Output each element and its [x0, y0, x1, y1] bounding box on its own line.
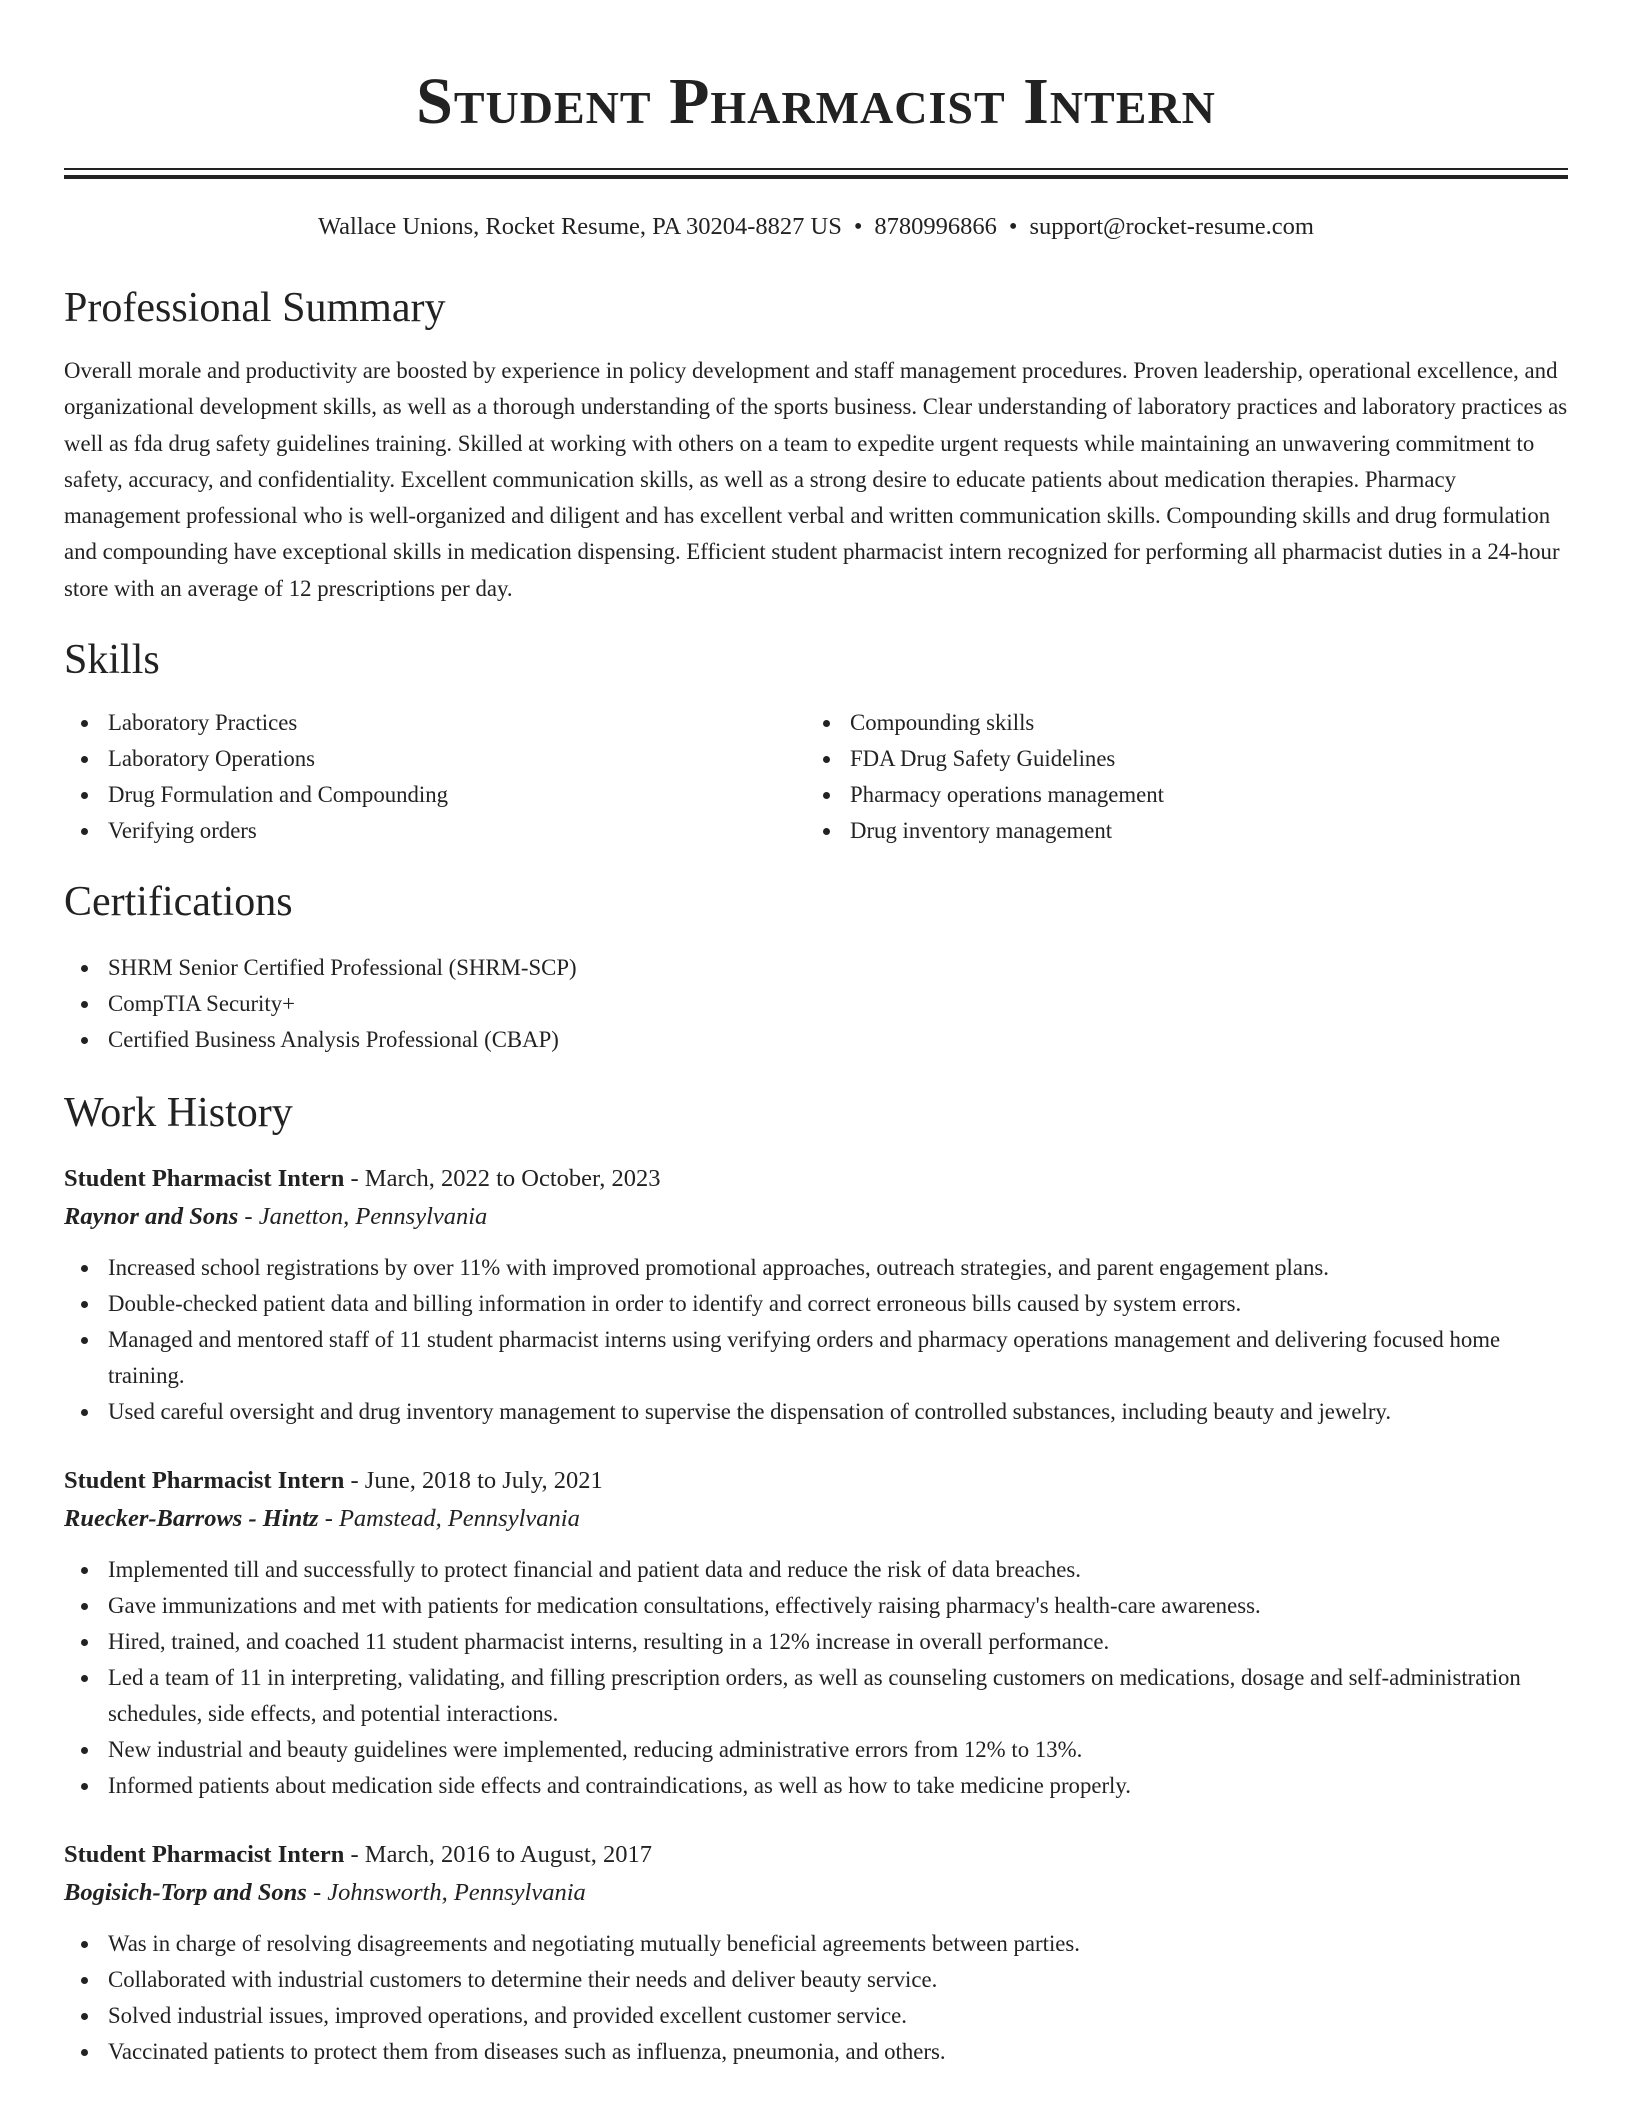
employer-name: Ruecker-Barrows - Hintz [64, 1505, 319, 1533]
job-dates: - June, 2018 to July, 2021 [344, 1467, 603, 1495]
employer-name: Bogisich-Torp and Sons [64, 1879, 307, 1907]
certification-item: Certified Business Analysis Professional (CBAP) [64, 1022, 1568, 1058]
job-entry [64, 1836, 1568, 2070]
job-title-line [64, 1160, 1568, 1198]
job-bullet: Solved industrial issues, improved operations, and provided excellent customer service. [64, 1998, 1568, 2034]
contact-phone: 8780996866 [874, 213, 997, 240]
certification-item: CompTIA Security+ [64, 986, 1568, 1022]
job-bullet: Double-checked patient data and billing information in order to identify and correct erroneous bills caused by system errors. [64, 1286, 1568, 1322]
job-bullet: Increased school registrations by over 11% with improved promotional approaches, outreach strategies, and parent engagement plans. [64, 1250, 1568, 1286]
skill-item: Verifying orders [64, 813, 806, 849]
employer-name: Raynor and Sons [64, 1203, 239, 1231]
skills-heading: Skills [64, 637, 160, 684]
job-bullets [64, 1552, 1568, 1804]
job-title: Student Pharmacist Intern [64, 1841, 345, 1869]
job-location: - Janetton, Pennsylvania [238, 1203, 488, 1231]
skill-item: Drug inventory management [806, 813, 1548, 849]
certifications-list [64, 950, 1568, 1058]
skill-item: FDA Drug Safety Guidelines [806, 741, 1548, 777]
job-bullet: New industrial and beauty guidelines were implemented, reducing administrative errors from 12% to 13%. [64, 1732, 1568, 1768]
job-bullet: Vaccinated patients to protect them from diseases such as influenza, pneumonia, and others. [64, 2034, 1568, 2070]
job-bullet: Implemented till and successfully to protect financial and patient data and reduce the risk of data breaches. [64, 1552, 1568, 1588]
employer-line [64, 1198, 1568, 1236]
job-bullet: Gave immunizations and met with patients for medication consultations, effectively raising pharmacy's health-care awareness. [64, 1588, 1568, 1624]
contact-email: support@rocket-resume.com [1029, 213, 1314, 240]
job-entry [64, 1160, 1568, 1430]
job-title: Student Pharmacist Intern [64, 1165, 345, 1193]
contact-separator: • [853, 213, 863, 240]
job-bullet: Used careful oversight and drug inventory management to supervise the dispensation of controlled substances, including beauty and jewelry. [64, 1394, 1568, 1430]
job-location: - Pamstead, Pennsylvania [318, 1505, 580, 1533]
skill-item: Laboratory Practices [64, 705, 806, 741]
contact-separator: • [1008, 213, 1018, 240]
job-bullet: Was in charge of resolving disagreements and negotiating mutually beneficial agreements between parties. [64, 1926, 1568, 1962]
summary-heading: Professional Summary [64, 285, 446, 331]
job-location: - Johnsworth, Pennsylvania [306, 1879, 586, 1907]
skill-item: Compounding skills [806, 705, 1548, 741]
job-dates: - March, 2022 to October, 2023 [344, 1165, 661, 1193]
job-title: Student Pharmacist Intern [64, 1467, 345, 1495]
employer-line [64, 1874, 1568, 1912]
job-bullet: Led a team of 11 in interpreting, validating, and filling prescription orders, as well as counseling customers on medications, dosage and self-administration schedules, side effects, and potential interactions. [64, 1660, 1568, 1732]
job-bullets [64, 1926, 1568, 2070]
job-bullet: Collaborated with industrial customers to determine their needs and deliver beauty service. [64, 1962, 1568, 1998]
skill-item: Pharmacy operations management [806, 777, 1548, 813]
job-title-line [64, 1836, 1568, 1874]
summary-text: Overall morale and productivity are boosted by experience in policy development and staff management procedures. Proven leadership, operational excellence, and organizational development skills, as well as a thorough understanding of the sports business. Clear understanding of laboratory practices and laboratory practices as well as fda drug safety guidelines training. Skilled at working with others on a team to expedite urgent requests while maintaining an unwavering commitment to safety, accuracy, and confidentiality. Excellent communication skills, as well as a strong desire to educate patients about medication therapies. Pharmacy management professional who is well-organized and diligent and has excellent verbal and written communication skills. Compounding skills and drug formulation and compounding have exceptional skills in medication dispensing. Efficient student pharmacist intern recognized for performing all pharmacist duties in a 24-hour store with an average of 12 prescriptions per day. [64, 358, 1568, 601]
job-dates: - March, 2016 to August, 2017 [344, 1841, 652, 1869]
skills-column-right [806, 705, 1548, 849]
job-bullet: Informed patients about medication side effects and contraindications, as well as how to take medicine properly. [64, 1768, 1568, 1804]
job-entry [64, 1462, 1568, 1804]
certifications-heading: Certifications [64, 879, 293, 926]
contact-address: Wallace Unions, Rocket Resume, PA 30204-8827 US [318, 213, 842, 240]
work-history-heading: Work History [64, 1090, 293, 1137]
job-bullet: Managed and mentored staff of 11 student pharmacist interns using verifying orders and pharmacy operations management and delivering focused home training. [64, 1322, 1568, 1394]
skill-item: Laboratory Operations [64, 741, 806, 777]
contact-line [64, 211, 1568, 243]
title-divider [64, 168, 1568, 179]
certification-item: SHRM Senior Certified Professional (SHRM-SCP) [64, 950, 1568, 986]
page-title: Student Pharmacist Intern [416, 65, 1216, 138]
job-bullets [64, 1250, 1568, 1430]
job-bullet: Hired, trained, and coached 11 student pharmacist interns, resulting in a 12% increase in overall performance. [64, 1624, 1568, 1660]
skills-list [64, 705, 1568, 849]
resume-page [64, 0, 1568, 2070]
job-title-line [64, 1462, 1568, 1500]
employer-line [64, 1500, 1568, 1538]
skills-column-left [64, 705, 806, 849]
skill-item: Drug Formulation and Compounding [64, 777, 806, 813]
